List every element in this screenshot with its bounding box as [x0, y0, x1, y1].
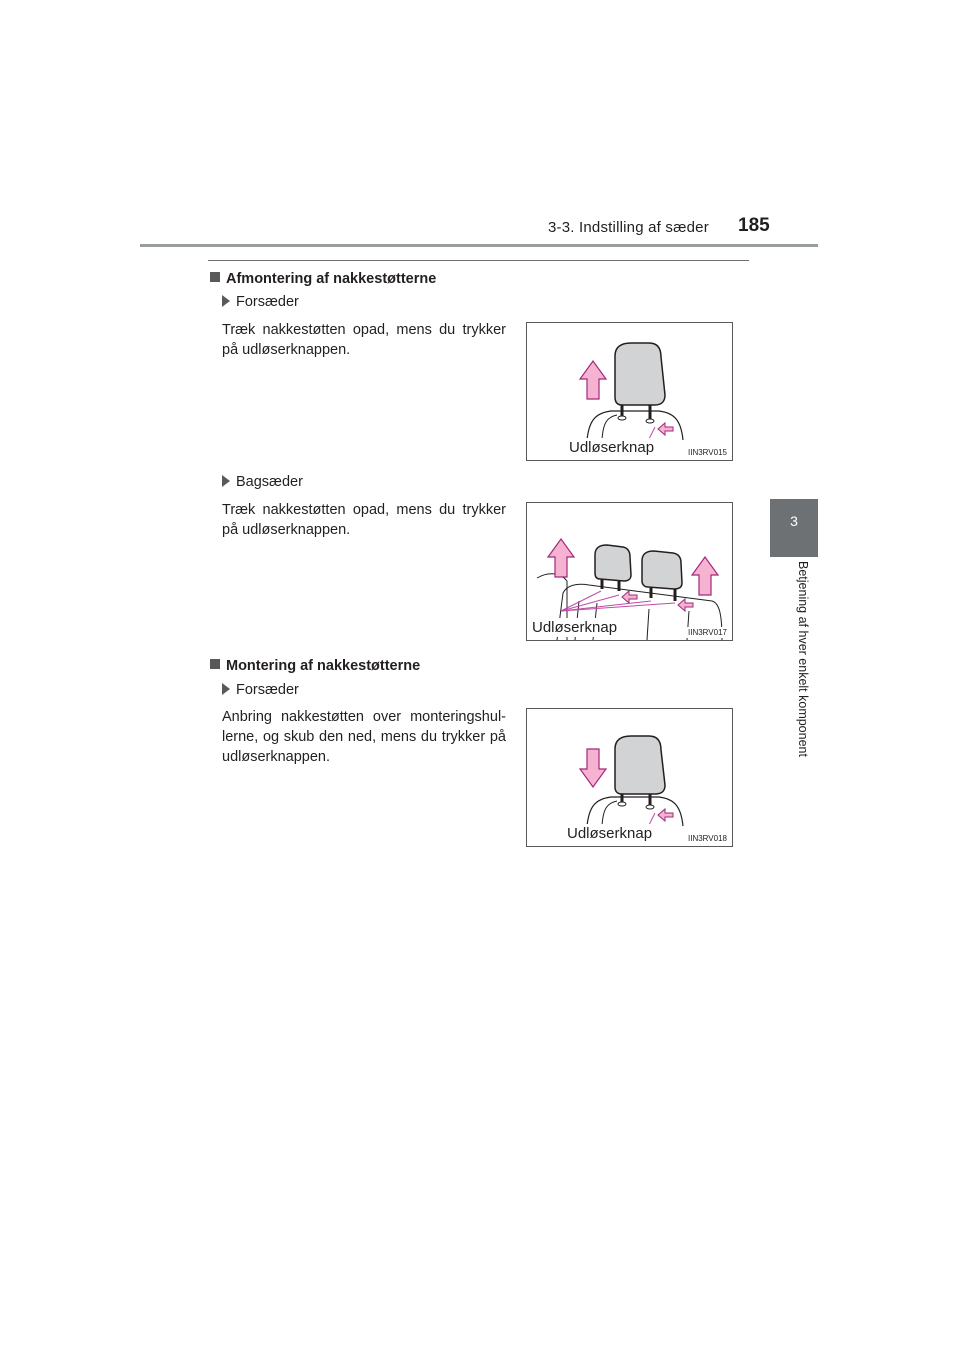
headrest	[615, 736, 665, 794]
figure-code: IIN3RV015	[688, 448, 727, 457]
section-title: 3-3. Indstilling af sæder	[548, 219, 709, 236]
content-rule	[208, 260, 749, 261]
header-rule	[140, 244, 818, 247]
figure-label: Udløserknap	[532, 619, 618, 636]
seat-seam-3	[647, 609, 649, 640]
chapter-number: 3	[790, 513, 798, 529]
headrest	[615, 343, 665, 405]
arrow-up-left-icon	[548, 539, 574, 577]
removal-rear-subheading-text: Bagsæder	[236, 474, 303, 490]
triangle-bullet-icon	[222, 475, 230, 487]
removal-rear-text: Træk nakkestøtten opad, mens du trykker på udløserknappen.	[222, 502, 506, 538]
removal-front-subheading	[222, 294, 299, 310]
figure-rear-removal	[526, 502, 733, 641]
arrow-up-icon	[580, 361, 606, 399]
release-arrow-right-icon	[678, 599, 693, 611]
rear-removal-illustration	[527, 503, 732, 640]
figure-label: Udløserknap	[567, 825, 653, 842]
section-square-icon	[210, 272, 220, 282]
rear-headrest-right	[642, 551, 682, 589]
removal-heading-text: Afmontering af nakkestøtterne	[226, 271, 437, 287]
seat-back-seam	[602, 801, 617, 826]
release-arrow-left-icon	[622, 591, 637, 603]
install-front-text: Anbring nakkestøtten over monteringshul-lerne, og skub den ned, mens du trykker på udløserknappen.	[222, 709, 506, 765]
triangle-bullet-icon	[222, 295, 230, 307]
release-arrow-icon	[658, 809, 673, 821]
rear-headrest-left	[595, 545, 631, 581]
removal-front-subheading-text: Forsæder	[236, 294, 299, 310]
install-front-subheading-text: Forsæder	[236, 682, 299, 698]
figure-code: IIN3RV018	[688, 834, 727, 843]
triangle-bullet-icon	[222, 683, 230, 695]
seat-back-outline	[587, 411, 683, 440]
stem-collar-left	[618, 416, 626, 420]
removal-heading	[210, 271, 436, 287]
figure-front-install	[526, 708, 733, 847]
stem-collar-left	[618, 802, 626, 806]
stem-collar-right	[646, 419, 654, 423]
figure-front-removal	[526, 322, 733, 461]
section-square-icon	[210, 659, 220, 669]
install-front-subheading	[222, 682, 299, 698]
removal-rear-subheading	[222, 474, 303, 490]
removal-front-text: Træk nakkestøtten opad, mens du trykker på udløserknappen.	[222, 322, 506, 358]
release-arrow-icon	[658, 423, 673, 435]
figure-code: IIN3RV017	[688, 628, 727, 637]
chapter-title: Betjening af hver enkelt komponent	[796, 561, 810, 757]
arrow-up-right-icon	[692, 557, 718, 595]
stem-collar-right	[646, 805, 654, 809]
figure-label: Udløserknap	[569, 439, 655, 456]
seat-back-outline	[587, 797, 683, 826]
page-number: 185	[738, 215, 770, 236]
front-removal-illustration	[527, 323, 732, 460]
front-install-illustration	[527, 709, 732, 846]
install-heading-text: Montering af nakkestøtterne	[226, 658, 421, 674]
arrow-down-icon	[580, 749, 606, 787]
seat-back-seam	[602, 415, 617, 440]
install-heading	[210, 658, 420, 674]
